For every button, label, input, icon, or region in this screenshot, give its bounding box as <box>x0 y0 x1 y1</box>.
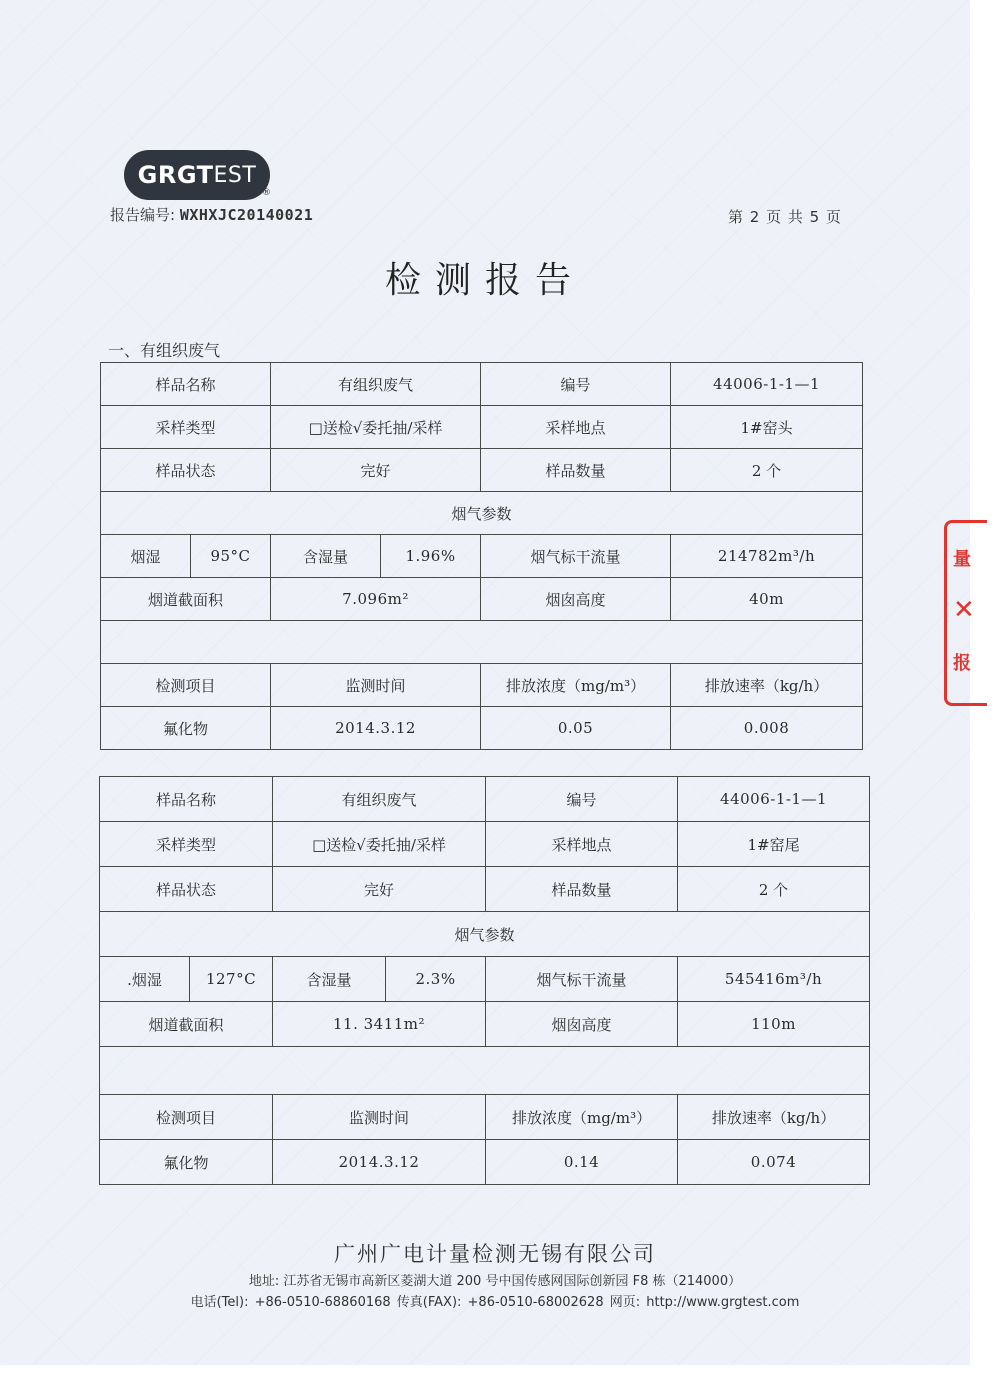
stamp-mark-icon: ✕ <box>953 595 975 625</box>
sample-count-label: 样品数量 <box>481 449 671 492</box>
moisture-label: 含湿量 <box>273 957 386 1002</box>
sampling-type-label: 采样类型 <box>101 406 271 449</box>
table-row <box>101 664 863 707</box>
sample-name-value: 有组织废气 <box>271 363 481 406</box>
table-row <box>100 1002 870 1047</box>
sampling-type-value: □送检√委托抽/采样 <box>273 822 486 867</box>
sample-count-label: 样品数量 <box>486 867 678 912</box>
emission-rate-label: 排放速率（kg/h） <box>678 1095 870 1140</box>
sample-name-value: 有组织废气 <box>273 777 486 822</box>
red-seal-stamp <box>944 520 987 706</box>
table-row <box>100 867 870 912</box>
emission-rate-label: 排放速率（kg/h） <box>671 664 863 707</box>
logo-text-strong: GRGT <box>137 161 214 189</box>
monitor-time-label: 监测时间 <box>271 664 481 707</box>
flue-humidity-label: 烟湿 <box>101 535 191 578</box>
flow-rate-value: 214782m³/h <box>671 535 863 578</box>
grgtest-logo <box>124 150 270 200</box>
sample-state-label: 样品状态 <box>100 867 273 912</box>
blank-row <box>101 621 863 664</box>
table-row <box>101 621 863 664</box>
sample-name-label: 样品名称 <box>100 777 273 822</box>
sample-name-label: 样品名称 <box>101 363 271 406</box>
table-row <box>100 912 870 957</box>
table-row <box>100 957 870 1002</box>
test-item-value: 氟化物 <box>100 1140 273 1185</box>
sampling-site-label: 采样地点 <box>486 822 678 867</box>
sample-state-value: 完好 <box>273 867 486 912</box>
duct-area-label: 烟道截面积 <box>100 1002 273 1047</box>
sampling-site-value: 1#窑尾 <box>678 822 870 867</box>
footer-address: 地址: 江苏省无锡市高新区菱湖大道 200 号中国传感网国际创新园 F8 栋（214000） <box>248 1274 742 1289</box>
report-number-value: WXHXJC20140021 <box>179 206 314 224</box>
flue-humidity-label: .烟湿 <box>100 957 190 1002</box>
blank-row <box>100 1047 870 1095</box>
page-indicator: 第 2 页 共 5 页 <box>728 208 842 226</box>
footer-contact: 电话(Tel): +86-0510-68860168 传真(FAX): +86-0510-68002628 网页: http://www.grgtest.com <box>190 1295 800 1310</box>
table-row <box>101 535 863 578</box>
sampling-site-label: 采样地点 <box>481 406 671 449</box>
table-row <box>101 363 863 406</box>
flow-rate-value: 545416m³/h <box>678 957 870 1002</box>
test-item-value: 氟化物 <box>101 707 271 750</box>
emission-conc-label: 排放浓度（mg/m³） <box>481 664 671 707</box>
table-row <box>100 1140 870 1185</box>
sample-count-value: 2 个 <box>671 449 863 492</box>
monitor-time-value: 2014.3.12 <box>273 1140 486 1185</box>
monitor-time-label: 监测时间 <box>273 1095 486 1140</box>
flue-params-heading: 烟气参数 <box>100 912 870 957</box>
page-title: 检测报告 <box>384 260 585 301</box>
moisture-value: 2.3% <box>386 957 486 1002</box>
table-row <box>100 777 870 822</box>
flue-humidity-value: 95°C <box>191 535 271 578</box>
emission-rate-value: 0.074 <box>678 1140 870 1185</box>
duct-area-value: 11. 3411m² <box>273 1002 486 1047</box>
emission-table-2 <box>99 776 870 1185</box>
emission-conc-value: 0.05 <box>481 707 671 750</box>
serial-no-value: 44006-1-1—1 <box>678 777 870 822</box>
stamp-text: 量 <box>953 549 971 570</box>
table-row <box>101 707 863 750</box>
stack-height-label: 烟囱高度 <box>481 578 671 621</box>
flow-rate-label: 烟气标干流量 <box>486 957 678 1002</box>
serial-no-value: 44006-1-1—1 <box>671 363 863 406</box>
sample-state-value: 完好 <box>271 449 481 492</box>
table-row <box>101 492 863 535</box>
serial-no-label: 编号 <box>481 363 671 406</box>
monitor-time-value: 2014.3.12 <box>271 707 481 750</box>
sampling-type-label: 采样类型 <box>100 822 273 867</box>
emission-table-1 <box>100 362 863 750</box>
stack-height-value: 110m <box>678 1002 870 1047</box>
table-row <box>100 1047 870 1095</box>
footer-company: 广州广电计量检测无锡有限公司 <box>334 1242 656 1266</box>
moisture-label: 含湿量 <box>271 535 381 578</box>
stack-height-value: 40m <box>671 578 863 621</box>
report-number-label: 报告编号: <box>110 206 176 224</box>
emission-rate-value: 0.008 <box>671 707 863 750</box>
stamp-text: 报 <box>953 653 971 674</box>
serial-no-label: 编号 <box>486 777 678 822</box>
report-number <box>110 204 313 225</box>
duct-area-label: 烟道截面积 <box>101 578 271 621</box>
section-title: 一、有组织废气 <box>108 341 221 360</box>
emission-conc-value: 0.14 <box>486 1140 678 1185</box>
flow-rate-label: 烟气标干流量 <box>481 535 671 578</box>
registered-mark: ® <box>262 188 271 198</box>
table-row <box>101 578 863 621</box>
sample-state-label: 样品状态 <box>101 449 271 492</box>
stack-height-label: 烟囱高度 <box>486 1002 678 1047</box>
sample-count-value: 2 个 <box>678 867 870 912</box>
duct-area-value: 7.096m² <box>271 578 481 621</box>
table-row <box>101 449 863 492</box>
table-row <box>100 1095 870 1140</box>
logo-text-light: EST <box>213 162 257 188</box>
sampling-type-value: □送检√委托抽/采样 <box>271 406 481 449</box>
test-item-label: 检测项目 <box>101 664 271 707</box>
table-row <box>101 406 863 449</box>
table-row <box>100 822 870 867</box>
test-item-label: 检测项目 <box>100 1095 273 1140</box>
sampling-site-value: 1#窑头 <box>671 406 863 449</box>
flue-humidity-value: 127°C <box>190 957 273 1002</box>
emission-conc-label: 排放浓度（mg/m³） <box>486 1095 678 1140</box>
flue-params-heading: 烟气参数 <box>101 492 863 535</box>
moisture-value: 1.96% <box>381 535 481 578</box>
